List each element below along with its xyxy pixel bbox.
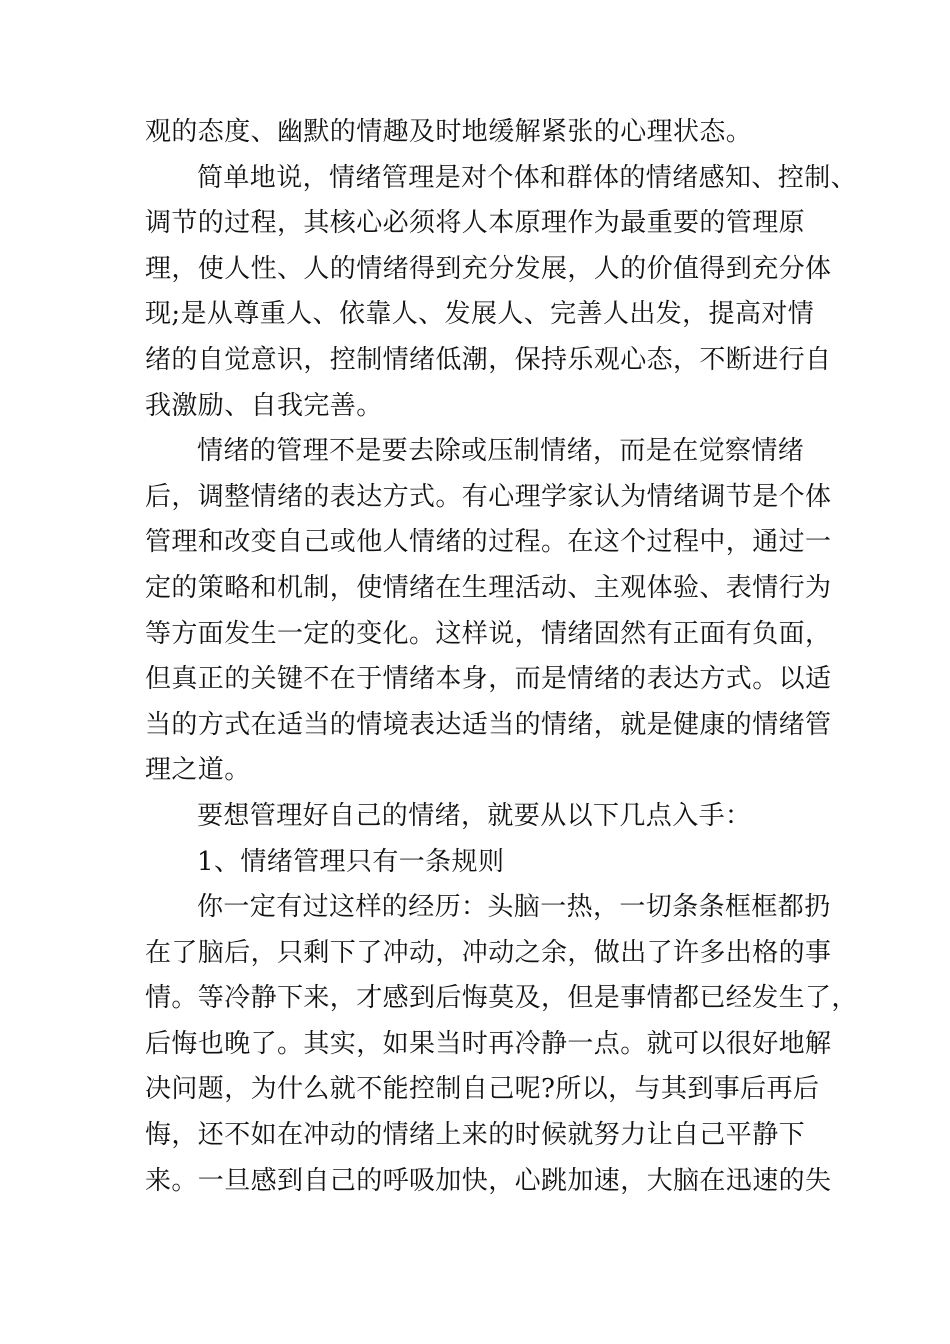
text-line: 决问题，为什么就不能控制自己呢?所以，与其到事后再后 — [145, 1074, 820, 1105]
body-text — [145, 110, 858, 1204]
paragraph-start-line: 简单地说，情绪管理是对个体和群体的情绪感知、控制、 — [197, 162, 858, 193]
text-line: 情。等冷静下来，才感到后悔莫及，但是事情都已经发生了， — [145, 983, 858, 1014]
paragraph-start-line: 情绪的管理不是要去除或压制情绪，而是在觉察情绪 — [197, 436, 805, 467]
text-line: 在了脑后，只剩下了冲动，冲动之余，做出了许多出格的事 — [145, 937, 832, 968]
text-line: 我激励、自我完善。 — [145, 390, 383, 421]
text-line: 后悔也晚了。其实，如果当时再冷静一点。就可以很好地解 — [145, 1028, 832, 1059]
text-line: 绪的自觉意识，控制情绪低潮，保持乐观心态，不断进行自 — [145, 344, 832, 375]
paragraph-start-line: 要想管理好自己的情绪，就要从以下几点入手： — [197, 800, 752, 831]
text-line: 悔，还不如在冲动的情绪上来的时候就努力让自己平静下 — [145, 1120, 806, 1151]
text-line: 现;是从尊重人、依靠人、发展人、完善人出发，提高对情 — [145, 299, 815, 330]
text-line: 等方面发生一定的变化。这样说，情绪固然有正面有负面， — [145, 618, 832, 649]
text-line: 理，使人性、人的情绪得到充分发展，人的价值得到充分体 — [145, 253, 832, 284]
text-line: 理之道。 — [145, 755, 251, 786]
paragraph-start-line: 你一定有过这样的经历：头脑一热，一切条条框框都扔 — [197, 892, 831, 923]
text-line: 来。一旦感到自己的呼吸加快，心跳加速，大脑在迅速的失 — [145, 1165, 832, 1196]
text-line: 观的态度、幽默的情趣及时地缓解紧张的心理状态。 — [145, 117, 753, 147]
text-line: 但真正的关键不在于情绪本身，而是情绪的表达方式。以适 — [145, 664, 832, 695]
text-line: 管理和改变自己或他人情绪的过程。在这个过程中，通过一 — [145, 527, 832, 558]
text-line: 当的方式在适当的情境表达适当的情绪，就是健康的情绪管 — [145, 709, 832, 740]
text-line: 调节的过程，其核心必须将人本原理作为最重要的管理原 — [145, 208, 806, 239]
text-line: 后，调整情绪的表达方式。有心理学家认为情绪调节是个体 — [145, 481, 832, 512]
section-heading: 1、情绪管理只有一条规则 — [197, 846, 505, 877]
text-line: 定的策略和机制，使情绪在生理活动、主观体验、表情行为 — [145, 572, 832, 603]
